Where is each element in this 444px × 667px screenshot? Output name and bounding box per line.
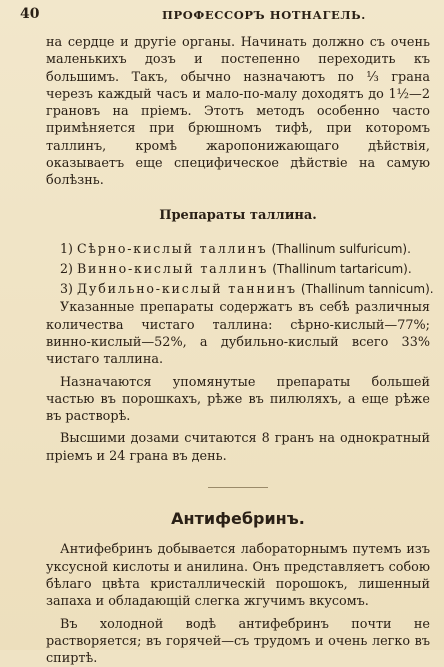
paragraph-antifebrin-origin: Антифебринъ добывается лабораторнымъ путемъ изъ уксусной кислоты и анилина. Онъ представляетъ собою бѣлаго цвѣта кристаллическiй порошокъ, лишенный запаха и обладающiй слегка жгучимъ вкусомъ. (46, 542, 430, 610)
list-item-number: 3) (60, 280, 73, 296)
section-divider (208, 487, 268, 488)
list-item (60, 260, 430, 279)
paragraph-dosage-form: Назначаются упомянутые препараты большей частью въ порошкахъ, рѣже въ пилюляхъ, а еще рѣже въ растворѣ. (46, 374, 430, 425)
list-item-number: 1) (60, 240, 73, 256)
list-item-latin: (Thallinum tartaricum). (272, 261, 412, 276)
section-title-antifebrin: Антифебринъ. (171, 509, 305, 529)
paragraph-contents: Указанные препараты содержатъ въ себѣ различныя количества чистаго таллина: сѣрно-кислый—77%; винно-кислый—52%, а дубильно-кислый всего 33% чистаго таллина. (46, 300, 430, 368)
paragraph-max-dose: Высшими дозами считаются 8 гранъ на однократный прiемъ и 24 грана въ день. (46, 431, 430, 464)
paragraph-intro: на сердце и другiе органы. Начинать должно съ очень маленькихъ дозъ и постепенно переходить къ большимъ. Такъ, обычно назначаютъ по ⅓ грана черезъ каждый часъ и мало-по-малу доходятъ до 1½—2 грановъ на прiемъ. Этотъ методъ особенно часто примѣняется при брюшномъ тифѣ, при которомъ таллинъ, кромѣ жаропонижающаго дѣйствiя, оказываетъ еще специфическое дѣйствiе на самую болѣзнь. (46, 35, 430, 189)
paragraph-antifebrin-solubility: Въ холодной водѣ антифебринъ почти не растворяется; въ горячей—съ трудомъ и очень легко въ спиртѣ. (46, 616, 430, 667)
page-body (46, 34, 434, 667)
list-item (60, 280, 434, 299)
page-header (0, 6, 444, 26)
list-item-name: Сѣрно-кислый таллинъ (76, 240, 268, 256)
list-item-name: Дубильно-кислый таннинъ (76, 280, 297, 296)
list-item-latin: (Thallinum sulfuricum). (271, 241, 411, 256)
list-item-number: 2) (60, 260, 73, 276)
page-number: 40 (20, 6, 40, 22)
list-item (60, 240, 430, 259)
list-item-latin: (Thallinum tannicum). (300, 281, 434, 296)
running-head: ПРОФЕССОРЪ НОТНАГЕЛЬ. (162, 8, 366, 22)
list-item-name: Винно-кислый таллинъ (76, 260, 269, 276)
section-title-thallin: Препараты таллина. (159, 207, 317, 223)
